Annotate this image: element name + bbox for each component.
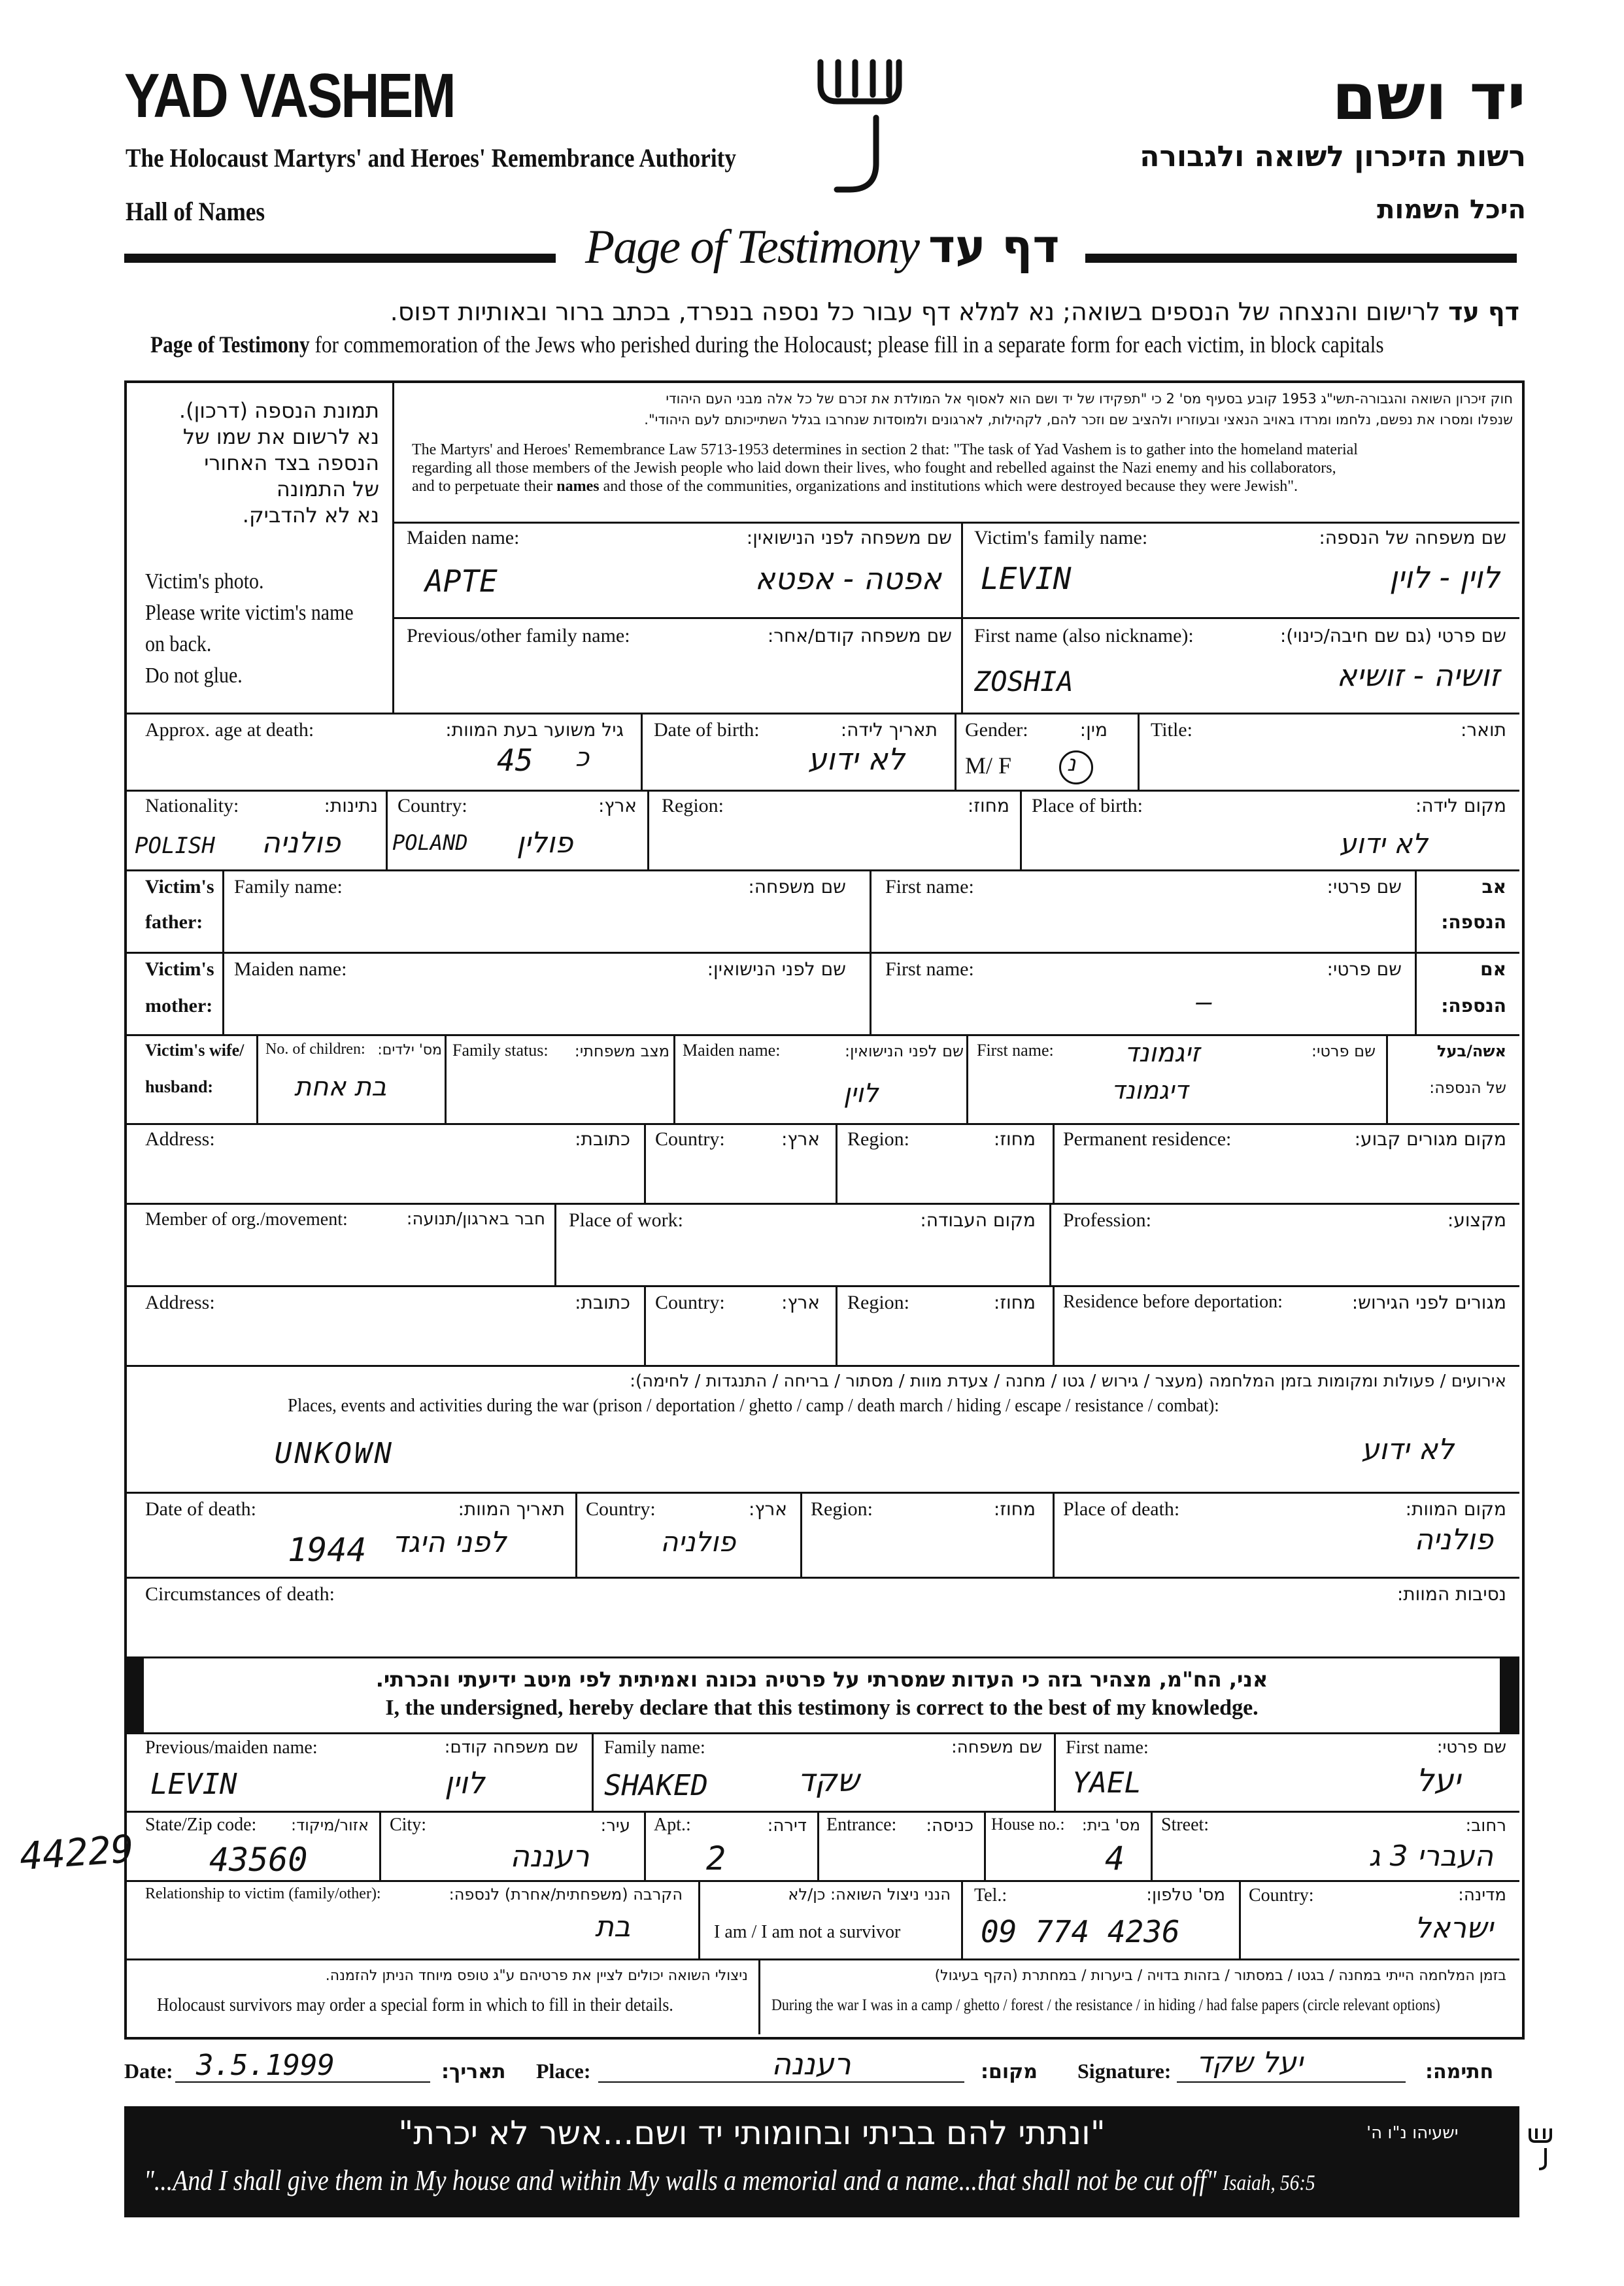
authority-he: רשות הזיכרון לשואה ולגבורה — [1140, 140, 1526, 173]
zip-value[interactable]: 43560 — [209, 1841, 308, 1879]
rule-sub3-bottom — [124, 1958, 1519, 1960]
region-label-en: Region: — [662, 795, 724, 816]
survivor-label-he: הנני ניצול השואה: כן/לא — [788, 1885, 951, 1904]
perm-residence-label-en: Permanent residence: — [1063, 1128, 1232, 1150]
divider-country-region — [647, 790, 649, 869]
street-value[interactable]: העברי 3 ג — [1368, 1840, 1493, 1873]
divider-spouse-children — [445, 1034, 447, 1123]
maiden-name-latin[interactable]: APTE — [425, 563, 498, 599]
perm-residence-label-he: מקום מגורים קבוע: — [1354, 1128, 1506, 1150]
photo-he-4: של התמונה — [276, 477, 379, 501]
divider-sub2-c — [817, 1811, 819, 1880]
city-label-he: עיר: — [600, 1816, 630, 1836]
org-name-en: YAD VASHEM — [124, 61, 455, 131]
photo-he-3: הנספה בצד האחורי — [204, 450, 379, 475]
divider-address-country — [644, 1123, 646, 1203]
sub-first-hebrew: יעל — [1415, 1762, 1461, 1799]
place-underline — [598, 2081, 964, 2083]
pob-value[interactable]: לא ידוע — [1339, 828, 1428, 860]
family-name-latin[interactable]: LEVIN — [981, 561, 1072, 596]
declaration-he: אני, הח"מ, מצהיר בזה כי העדות שמסרתי על פרטיה נכונה ואמיתית לפי מיטב ידיעתי והכרתי. — [375, 1667, 1268, 1692]
intro-he-text: לרישום והנצחה של הנספים בשואה; נא למלא דף עבור כל נספה בנפרד, בכתב ברור ובאותיות דפוס. — [390, 297, 1441, 326]
deport-country-label-he: ארץ: — [781, 1292, 820, 1313]
law-he-2: שנפלו ומסרו את נפשם, נלחמו ומרדו באויב הנאצי ובעוזריו ולהציב שם וזכר להם, לקהילות, לארגונים ולמוסדות שנחרבו בגלל השתייכותם לעם היהודי". — [644, 412, 1513, 428]
children-label-he: מס' ילדים: — [377, 1042, 442, 1058]
spouse-first-value-2: דיגמונד — [1111, 1076, 1189, 1105]
title-rule-left — [124, 254, 556, 263]
father-first-label-he: שם פרטי: — [1327, 876, 1402, 898]
pod-label-he: מקום המוות: — [1405, 1498, 1506, 1520]
org-label-en: Member of org./movement: — [145, 1209, 348, 1230]
divider-spouse-first — [1386, 1034, 1388, 1123]
father-family-label-en: Family name: — [234, 876, 343, 898]
title-label-en: Title: — [1151, 719, 1193, 741]
sub-prev-label-he: שם משפחה קודם: — [444, 1738, 578, 1757]
divider-deport-country — [644, 1285, 646, 1365]
spouse-label-he-2: של הנספה: — [1429, 1079, 1506, 1097]
address-region-label-he: מחוז: — [993, 1128, 1036, 1150]
age-value[interactable]: 45 — [497, 743, 533, 778]
rule-age-bottom — [124, 790, 1519, 792]
nationality-latin[interactable]: POLISH — [135, 833, 215, 859]
mother-label-en-1: Victim's — [145, 958, 214, 980]
signature-label-he: חתימה: — [1425, 2060, 1494, 2083]
law-en-3c: and those of the communities, organizations and institutions which were destroyed because they were Jewish". — [603, 478, 1298, 495]
circumstances-label-en: Circumstances of death: — [145, 1583, 335, 1605]
divider-death-region — [800, 1492, 802, 1577]
zip-label-en: State/Zip code: — [145, 1815, 257, 1835]
divider-death-place — [1053, 1492, 1055, 1577]
father-label-en-1: Victim's — [145, 876, 214, 898]
deport-region-label-he: מחוז: — [993, 1292, 1036, 1313]
sub-first-label-en: First name: — [1066, 1738, 1149, 1758]
father-label-he-2: הנספה: — [1441, 911, 1506, 933]
page-title-en: Page of Testimony — [585, 220, 919, 274]
date-label-en: Date: — [124, 2059, 173, 2083]
events-label-he: אירועים / פעולות ומקומות בזמן המלחמה (מעצר / גירוש / גטו / מחנה / צעדת מוות / מסתור / בריחה / התנגדות / לחימה): — [630, 1371, 1506, 1391]
dob-label-he: תאריך לידה: — [840, 719, 938, 741]
divider-father-label — [222, 869, 224, 1034]
intro-en-title: Page of Testimony — [150, 331, 310, 358]
spouse-first-label-he: שם פרטי: — [1311, 1042, 1376, 1060]
mother-first-label-en: First name: — [885, 958, 974, 980]
quote-en — [144, 2164, 1315, 2197]
house-value[interactable]: 4 — [1105, 1840, 1125, 1877]
law-he — [414, 388, 1513, 430]
org-name-he: יד ושם — [1332, 60, 1526, 135]
gender-label-en: Gender: — [965, 719, 1028, 741]
form-note-en: Holocaust survivors may order a special form in which to fill in their details. — [157, 1995, 673, 2015]
dod-year[interactable]: 1944 — [288, 1531, 367, 1569]
divider-deport-region — [836, 1285, 837, 1365]
photo-en-1: Victim's photo. — [145, 569, 264, 594]
address-label-he: כתובת: — [575, 1128, 630, 1150]
city-label-en: City: — [390, 1815, 427, 1835]
page-title-he: דף עד — [928, 220, 1060, 273]
sub-country-label-en: Country: — [1249, 1885, 1314, 1906]
nationality-label-he: נתינות: — [324, 795, 378, 816]
signature-value[interactable]: יעל שקד — [1196, 2046, 1303, 2079]
rule-law-bottom — [392, 522, 1519, 524]
deport-address-label-he: כתובת: — [575, 1292, 630, 1313]
events-label-en: Places, events and activities during the war (prison / deportation / ghetto / camp / death march / hiding / escape / resistance / combat): — [288, 1395, 1219, 1416]
sub-country-value[interactable]: ישראל — [1414, 1911, 1493, 1945]
profession-label-en: Profession: — [1063, 1209, 1151, 1231]
children-value[interactable]: בת אחת — [294, 1072, 387, 1102]
family-name-label-he: שם משפחה של הנספה: — [1319, 527, 1506, 548]
sub-family-label-en: Family name: — [604, 1738, 705, 1758]
photo-en-3: on back. — [145, 632, 212, 656]
pob-label-en: Place of birth: — [1032, 795, 1143, 816]
law-en-2: regarding all those members of the Jewish people who laid down their lives, who fought and rebelled against the Nazi enemy and his collaborators, — [412, 460, 1336, 477]
maiden-name-label-en: Maiden name: — [407, 527, 520, 548]
quote-he-text: "ונתתי להם בביתי ובחומותי יד ושם...אשר לא יכרת" — [398, 2114, 1106, 2152]
sub-family-latin[interactable]: SHAKED — [604, 1769, 708, 1802]
father-label-he-1: אב — [1481, 876, 1506, 898]
divider-sub1-b — [1054, 1732, 1056, 1811]
maiden-name-label-he: שם משפחה לפני הנישואין: — [746, 527, 952, 548]
death-country-label-he: ארץ: — [748, 1498, 787, 1520]
deport-res-label-he: מגורים לפני הגירוש: — [1351, 1292, 1506, 1313]
country-latin[interactable]: POLAND — [392, 830, 468, 855]
divider-spouse-maiden — [966, 1034, 968, 1123]
divider-address-region — [836, 1123, 837, 1203]
photo-box-divider — [392, 380, 394, 713]
spouse-maiden-label-en: Maiden name: — [683, 1041, 781, 1060]
title-rule-right — [1085, 254, 1517, 263]
divider-nat-country — [386, 790, 388, 869]
rule-spouse-bottom — [124, 1123, 1519, 1125]
sub-prev-hebrew: לוין — [445, 1765, 485, 1800]
family-name-label-en: Victim's family name: — [974, 527, 1148, 548]
entrance-label-he: כניסה: — [926, 1816, 973, 1836]
divider-sub2-d — [984, 1811, 986, 1880]
divider-sub3-c — [1239, 1880, 1241, 1958]
divider-dob-gender — [955, 713, 956, 790]
address-label-en: Address: — [145, 1128, 215, 1150]
address-country-label-en: Country: — [655, 1128, 725, 1150]
divider-sub3-b — [961, 1880, 963, 1958]
spouse-label-en-2: husband: — [145, 1077, 214, 1096]
divider-deport-res — [1053, 1285, 1055, 1365]
zip-label-he: אזור/מיקוד: — [291, 1816, 369, 1834]
country-label-he: ארץ: — [598, 795, 637, 816]
divider-father-mid — [870, 869, 871, 1034]
photo-he-5: נא לא להדביק. — [242, 503, 379, 528]
rule-events-bottom — [124, 1492, 1519, 1494]
sub-prev-latin[interactable]: LEVIN — [150, 1768, 237, 1801]
yad-vashem-small-logo — [1527, 2126, 1553, 2172]
previous-name-label-he: שם משפחה קודם/אחר: — [767, 625, 952, 647]
hall-of-names-en: Hall of Names — [126, 197, 265, 226]
divider-spouse-status — [673, 1034, 675, 1123]
law-en-1: The Martyrs' and Heroes' Remembrance Law 5713-1953 determines in section 2 that: "The task of Yad Vashem is to gather into the homeland material — [412, 441, 1358, 458]
mother-label-he-1: אם — [1480, 958, 1506, 980]
country-hebrew[interactable]: פולין — [516, 826, 573, 860]
events-value-hebrew: לא ידוע — [1361, 1433, 1454, 1466]
rule-nat-bottom — [124, 869, 1519, 871]
declaration-bar-left — [124, 1656, 144, 1732]
survivor-label-en: I am / I am not a survivor — [714, 1922, 901, 1942]
family-status-label-en: Family status: — [452, 1041, 549, 1060]
photo-instructions-he — [137, 397, 379, 528]
authority-en: The Holocaust Martyrs' and Heroes' Remembrance Authority — [126, 143, 736, 173]
gender-options: M/ F — [965, 752, 1012, 779]
maiden-name-hebrew[interactable]: אפטה - אפטא — [754, 561, 941, 596]
spouse-first-value-1[interactable]: זיגמונד — [1125, 1038, 1200, 1068]
sub-prev-label-en: Previous/maiden name: — [145, 1738, 318, 1758]
yad-vashem-logo — [811, 56, 909, 206]
divider-org-work — [554, 1203, 556, 1285]
father-label-en-2: father: — [145, 911, 203, 933]
family-name-hebrew[interactable]: לוין - לוין — [1389, 560, 1500, 595]
deport-res-label-en: Residence before deportation: — [1063, 1292, 1283, 1312]
divider-sub2-e — [1151, 1811, 1153, 1880]
camp-note-he: בזמן המלחמה הייתי במחנה / בגטו / במסתור / בזהות בדויה / ביערות / במחתרת (הקף בעיגול) — [934, 1968, 1506, 1984]
sub-country-label-he: מדינה: — [1458, 1885, 1506, 1905]
place-value[interactable]: רעננה — [771, 2046, 851, 2081]
intro-en-text: for commemoration of the Jews who perished during the Holocaust; please fill in a separate form for each victim, in block capitals — [314, 331, 1384, 358]
children-label-en: No. of children: — [265, 1041, 365, 1058]
pod-value[interactable]: פולניה — [1414, 1523, 1493, 1556]
first-name-label-en: First name (also nickname): — [974, 625, 1194, 647]
first-name-label-he: שם פרטי (גם שם חיבה/כינוי): — [1279, 625, 1506, 647]
rule-sub1-bottom — [124, 1811, 1519, 1813]
pob-label-he: מקום לידה: — [1415, 795, 1506, 816]
divider-death-country — [575, 1492, 577, 1577]
rule-sub2-bottom — [124, 1880, 1519, 1882]
age-suffix: כ — [575, 743, 590, 773]
divider-father-right — [1415, 869, 1417, 1034]
law-en-3a: and to perpetuate their — [412, 478, 553, 495]
law-en — [412, 441, 1358, 496]
spouse-maiden-label-he: שם לפני הנישואין: — [844, 1042, 964, 1060]
nationality-hebrew[interactable]: פולניה — [262, 826, 341, 860]
rule-address-bottom — [124, 1203, 1519, 1205]
rule-declaration-bottom — [124, 1732, 1519, 1734]
dod-label-en: Date of death: — [145, 1498, 256, 1520]
apt-label-he: דירה: — [767, 1816, 807, 1836]
spouse-label-en-1: Victim's wife/ — [145, 1041, 245, 1060]
tel-label-he: מס' טלפון: — [1146, 1885, 1225, 1905]
sub-family-hebrew: שקד — [798, 1762, 860, 1799]
tel-label-en: Tel.: — [974, 1885, 1007, 1906]
divider-sub2-b — [644, 1811, 646, 1880]
divider-sub3-a — [698, 1880, 700, 1958]
rule-names-mid — [392, 617, 1519, 619]
rule-deport-bottom — [124, 1365, 1519, 1367]
mother-maiden-label-he: שם לפני הנישואין: — [707, 958, 846, 980]
dob-value[interactable]: לא ידוע — [807, 741, 905, 777]
address-region-label-en: Region: — [847, 1128, 909, 1150]
intro-he-title: דף עד — [1448, 297, 1519, 326]
signature-underline — [1177, 2081, 1406, 2083]
camp-note-en: During the war I was in a camp / ghetto / forest / the resistance / in hiding / had false papers (circle relevant options) — [771, 1996, 1440, 2014]
dod-text: לפני היגד — [392, 1526, 507, 1559]
photo-he-1: תמונת הנספה (דרכון). — [178, 398, 379, 423]
country-label-en: Country: — [398, 795, 467, 816]
father-family-label-he: שם משפחה: — [748, 876, 846, 898]
photo-en-2: Please write victim's name — [145, 601, 354, 625]
title-label-he: תואר: — [1461, 719, 1506, 741]
death-region-label-he: מחוז: — [993, 1498, 1036, 1520]
apt-label-en: Apt.: — [654, 1815, 691, 1835]
events-value-latin[interactable]: UNKOWN — [275, 1437, 394, 1470]
divider-region-pob — [1020, 790, 1022, 869]
dob-label-en: Date of birth: — [654, 719, 760, 741]
divider-sub2-a — [379, 1811, 381, 1880]
quote-he-ref: ישעיהו נ"ו ה' — [1366, 2123, 1459, 2143]
house-label-he: מס' בית: — [1081, 1816, 1140, 1834]
org-label-he: חבר בארגון/תנועה: — [406, 1209, 545, 1229]
work-label-en: Place of work: — [569, 1209, 683, 1231]
rule-death-bottom — [124, 1577, 1519, 1579]
form-note-he: ניצולי השואה יכולים לציין את פרטיהם ע"ג טופס מיוחד הניתן להזמנה. — [325, 1968, 748, 1984]
mother-first-value[interactable]: — — [1196, 987, 1213, 1017]
house-label-en: House no.: — [991, 1815, 1065, 1834]
profession-label-he: מקצוע: — [1447, 1209, 1506, 1231]
photo-en-4: Do not glue. — [145, 664, 243, 688]
side-number: 44229 — [18, 1826, 135, 1879]
divider-gender-title — [1138, 713, 1140, 790]
photo-instructions-en — [145, 566, 354, 692]
gender-mark: נ — [1067, 750, 1076, 777]
divider-address-perm — [1053, 1123, 1055, 1203]
age-label-he: גיל משוער בעת המוות: — [445, 719, 624, 741]
spouse-label-he-1: אשה/בעל — [1436, 1042, 1506, 1060]
quote-en-text: "...And I shall give them in My house and within My walls a memorial and a name...that shall not be cut off" — [144, 2164, 1217, 2196]
divider-work-prof — [1049, 1203, 1051, 1285]
gender-label-he: מין: — [1079, 719, 1108, 741]
relation-label-he: הקרבה (משפחתית/אחרת) לנספה: — [448, 1885, 683, 1904]
intro-he — [390, 297, 1519, 326]
declaration-en: I, the undersigned, hereby declare that this testimony is correct to the best of my knowledge. — [385, 1696, 1259, 1720]
nationality-label-en: Nationality: — [145, 795, 239, 816]
divider-sub4 — [758, 1958, 760, 2034]
deport-address-label-en: Address: — [145, 1292, 215, 1313]
father-first-label-en: First name: — [885, 876, 974, 898]
deport-region-label-en: Region: — [847, 1292, 909, 1313]
first-name-hebrew[interactable]: זושיה - זושיא — [1336, 658, 1500, 693]
entrance-label-en: Entrance: — [826, 1815, 897, 1835]
death-country-value[interactable]: פולניה — [660, 1526, 736, 1558]
sub-first-latin[interactable]: YAEL — [1072, 1766, 1142, 1800]
signature-label-en: Signature: — [1077, 2059, 1172, 2083]
age-label-en: Approx. age at death: — [145, 719, 314, 741]
tel-value[interactable]: 09 774 4236 — [981, 1914, 1180, 1949]
intro-en — [150, 331, 1384, 358]
rule-org-bottom — [124, 1285, 1519, 1287]
mother-maiden-label-en: Maiden name: — [234, 958, 347, 980]
law-en-3 — [412, 477, 1358, 496]
law-en-3b: names — [556, 478, 600, 495]
rule-declaration-top — [124, 1656, 1519, 1658]
place-label-he: מקום: — [981, 2060, 1038, 2083]
dod-label-he: תאריך המוות: — [458, 1498, 565, 1520]
law-he-1: חוק זיכרון השואה והגבורה-תשי"ג 1953 קובע בסעיף מס' 2 כי "תפקידו של יד ושם הוא לאסוף אל המולדת את זכרם של כל אלה מבני העם היהודי — [666, 391, 1513, 407]
address-country-label-he: ארץ: — [781, 1128, 820, 1150]
pod-label-en: Place of death: — [1063, 1498, 1180, 1520]
family-status-label-he: מצב משפחתי: — [574, 1042, 669, 1060]
mother-first-label-he: שם פרטי: — [1327, 958, 1402, 980]
sub-first-label-he: שם פרטי: — [1436, 1738, 1506, 1757]
apt-value[interactable]: 2 — [706, 1840, 726, 1877]
street-label-he: רחוב: — [1465, 1816, 1506, 1836]
death-region-label-en: Region: — [811, 1498, 873, 1520]
previous-name-label-en: Previous/other family name: — [407, 625, 630, 647]
hall-of-names-he: היכל השמות — [1377, 195, 1526, 225]
relation-value[interactable]: בת — [595, 1910, 631, 1943]
circumstances-label-he: נסיבות המוות: — [1396, 1583, 1506, 1605]
first-name-latin[interactable]: ZOSHIA — [974, 665, 1074, 698]
declaration-bar-right — [1500, 1656, 1519, 1732]
divider-age-dob — [641, 713, 643, 790]
gender-circle[interactable] — [1059, 750, 1093, 784]
date-label-he: תאריך: — [441, 2060, 506, 2083]
work-label-he: מקום העבודה: — [920, 1209, 1036, 1231]
divider-spouse-label — [256, 1034, 258, 1123]
deport-country-label-en: Country: — [655, 1292, 725, 1313]
relation-label-en: Relationship to victim (family/other): — [145, 1885, 381, 1902]
street-label-en: Street: — [1161, 1815, 1210, 1835]
place-label-en: Place: — [536, 2059, 591, 2083]
region-label-he: מחוז: — [967, 795, 1009, 816]
quote-en-ref: Isaiah, 56:5 — [1223, 2171, 1315, 2195]
date-value[interactable]: 3.5.1999 — [196, 2049, 335, 2082]
death-country-label-en: Country: — [586, 1498, 656, 1520]
rule-mother-bottom — [124, 1034, 1519, 1036]
sub-family-label-he: שם משפחה: — [951, 1738, 1042, 1757]
rule-father-bottom — [124, 952, 1519, 954]
rule-names-bottom — [124, 713, 1519, 714]
mother-label-he-2: הנספה: — [1441, 995, 1506, 1017]
quote-he — [131, 2114, 1373, 2152]
mother-label-en-2: mother: — [145, 995, 213, 1017]
divider-sub1-a — [592, 1732, 594, 1811]
photo-he-2: נא לרשום את שמו של — [182, 424, 379, 449]
spouse-maiden-value[interactable]: לוין — [843, 1079, 879, 1109]
spouse-first-label-en: First name: — [977, 1041, 1054, 1060]
city-value[interactable]: רעננה — [510, 1838, 590, 1874]
